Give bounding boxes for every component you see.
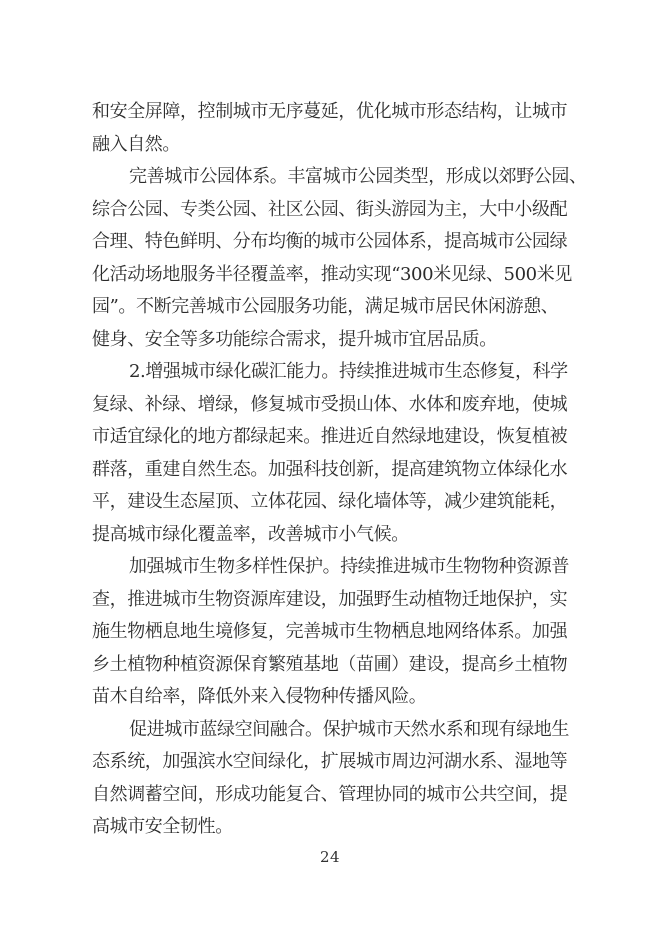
text-line: 合理、特色鲜明、分布均衡的城市公园体系，提高城市公园绿 — [92, 231, 568, 252]
text-line: 平，建设生态屋顶、立体花园、绿化墙体等，减少建筑能耗， — [92, 491, 568, 512]
text-line: 群落，重建自然生态。加强科技创新，提高建筑物立体绿化水 — [92, 458, 568, 480]
text-line: 查，推进城市生物资源库建设，加强野生动植物迁地保护，实 — [92, 588, 568, 610]
text-line: 加强城市生物多样性保护。持续推进城市生物物种资源普 — [129, 556, 569, 577]
text-line: 园”。不断完善城市公园服务功能，满足城市居民休闲游憩、 — [92, 296, 559, 317]
text-line: 2.增强城市绿化碳汇能力。持续推进城市生态修复，科学 — [129, 361, 568, 382]
page-number: 24 — [319, 848, 341, 866]
text-line: 复绿、补绿、增绿，修复城市受损山体、水体和废弃地，使城 — [92, 393, 568, 415]
text-line: 促进城市蓝绿空间融合。保护城市天然水系和现有绿地生 — [129, 718, 569, 740]
text-line: 完善城市公园体系。丰富城市公园类型，形成以郊野公园、 — [129, 166, 587, 187]
body-text-block — [92, 96, 587, 844]
text-line: 乡土植物种植资源保育繁殖基地（苗圃）建设，提高乡土植物 — [92, 653, 568, 675]
text-line: 施生物栖息地生境修复，完善城市生物栖息地网络体系。加强 — [92, 621, 568, 642]
text-line: 化活动场地服务半径覆盖率，推动实现“300米见绿、500米见 — [92, 263, 572, 285]
text-line: 苗木自给率，降低外来入侵物种传播风险。 — [92, 686, 427, 707]
text-line: 综合公园、专类公园、社区公园、街头游园为主，大中小级配 — [92, 198, 568, 220]
text-line: 融入自然。 — [92, 133, 180, 155]
text-line: 健身、安全等多功能综合需求，提升城市宜居品质。 — [92, 328, 497, 350]
text-line: 高城市安全韧性。 — [92, 816, 233, 837]
text-line: 自然调蓄空间，形成功能复合、管理协同的城市公共空间，提 — [92, 783, 568, 805]
text-line: 市适宜绿化的地方都绿起来。推进近自然绿地建设，恢复植被 — [92, 426, 568, 447]
text-line: 和安全屏障，控制城市无序蔓延，优化城市形态结构，让城市 — [92, 101, 568, 122]
text-line: 态系统，加强滨水空间绿化，扩展城市周边河湖水系、湿地等 — [92, 751, 568, 772]
text-line: 提高城市绿化覆盖率，改善城市小气候。 — [92, 523, 409, 545]
